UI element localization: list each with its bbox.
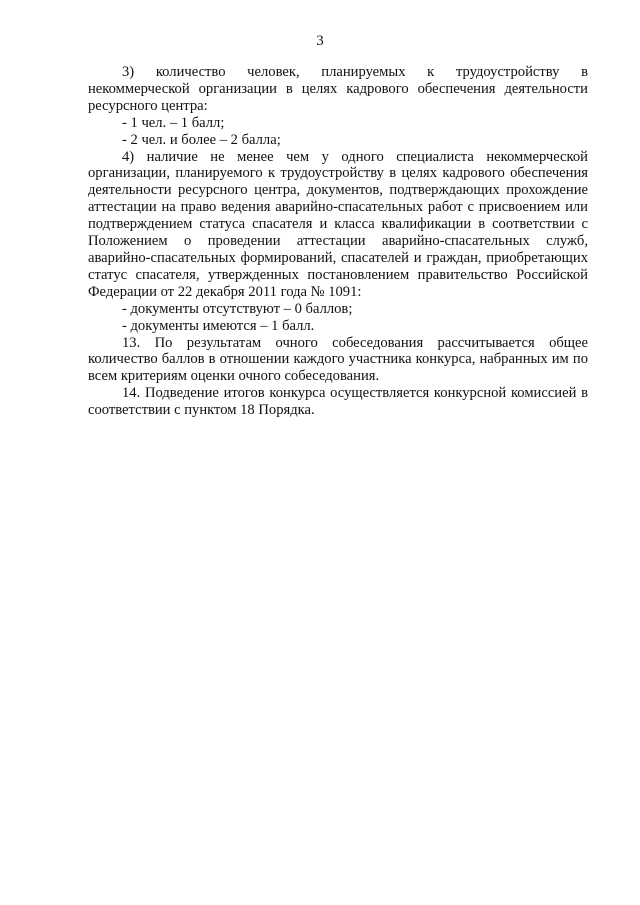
item-3-option-2: - 2 чел. и более – 2 балла; [122,131,281,148]
item-3-text: некоммерческой организации в целях кадрового обеспечения деятельности ресурсного центра: [88,80,588,114]
document-body [88,64,588,419]
clause-14-text: 14. Подведение итогов конкурса осуществляется конкурсной комиссией в соответствии с пунктом 18 Порядка. [88,385,588,419]
item-4-option-1: - документы отсутствуют – 0 баллов; [122,300,353,317]
clause-13-text: 13. По результатам очного собеседования рассчитывается общее количество баллов в отношении каждого участника конкурса, набранных им по всем критериям оценки очного собеседования. [88,334,588,385]
item-4-option-2: - документы имеются – 1 балл. [122,317,315,334]
item-3-first-line: 3) количество человек, планируемых к трудоустройству в [122,64,588,80]
page-number: 3 [316,33,324,49]
item-4-text: 4) наличие не менее чем у одного специалиста некоммерческой организации, планируемого к трудоустройству в целях кадрового обеспечения деятельности ресурсного центра, документов, подтверждающих прохождение аттестации на право ведения аварийно-спасательных работ с присвоением или подтверждением статуса спасателя и класса квалификации в соответствии с Положением о проведении аттестации аварийно-спасательных служб, аварийно-спасательных формирований, спасателей и граждан, приобретающих статус спасателя, утвержденных постановлением правительство Российской Федерации от 22 декабря 2011 года № 1091: [88,148,588,300]
item-3-option-1: - 1 чел. – 1 балл; [122,114,225,131]
